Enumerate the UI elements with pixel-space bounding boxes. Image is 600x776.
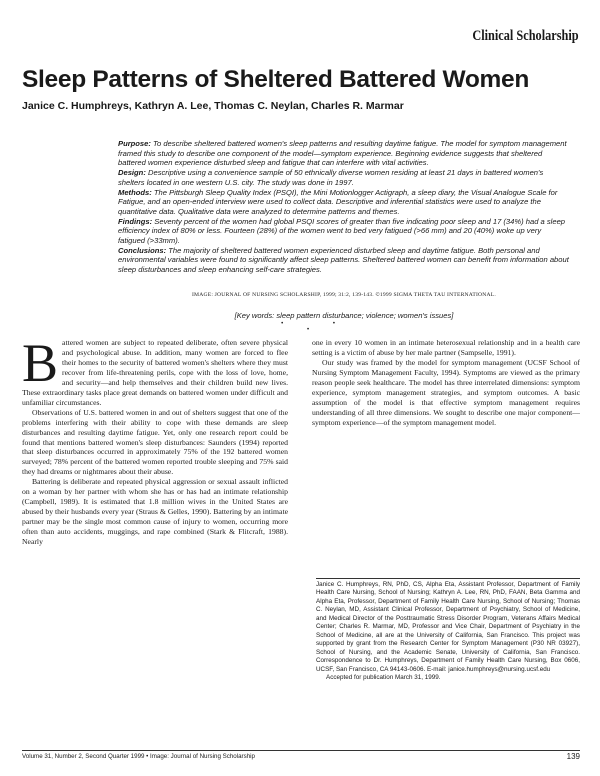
body-paragraph: one in every 10 women in an intimate heterosexual relationship and in a health care setting is a victim of abuse by her male partner (Sampselle, 1991). xyxy=(312,338,580,357)
body-paragraph: Observations of U.S. battered women in and out of shelters suggest that one of the problems interfering with their ability to cope with these demands are sleep disturbances and resulting daytime fatigue. Yet, only one research report could be found that mentions battered women's sleep disturbances: Saunders (1994) reported that sleep disturbances occurred in approximately 75% of the 192 battered women surveyed; 78% percent of the battered women reported trouble sleeping and 75% said they had dreams or nightmares about their abuse. xyxy=(22,407,288,477)
abstract xyxy=(118,139,570,275)
page-number: 139 xyxy=(566,752,580,761)
body-paragraph xyxy=(22,333,288,408)
design-text: Descriptive using a convenience sample of 50 ethnically diverse women residing at least 21 days in battered women's shelters located in one western U.S. city. The study was done in 1997. xyxy=(118,168,544,187)
design-label: Design: xyxy=(118,168,146,178)
author-affiliations xyxy=(316,578,580,682)
section-label: Clinical Scholarship xyxy=(472,28,579,44)
paragraph-text: attered women are subject to repeated deliberate, often severe physical and psychological abuse. In addition, many women are forced to flee their homes to the security of battered women's shelters where they must recover from life-threatening perils, cope with the loss of love, home, and security—and help themselves and their children build new lives. These extraordinary tasks place great demands on battered women under difficult and unfamiliar circumstances. xyxy=(22,338,288,407)
methods-text: The Pittsburgh Sleep Quality Index (PSQI), the Mini Motionlogger Actigraph, a sleep diary, the Visual Analogue Scale for Fatigue, and an open-ended interview were used to collect data. Descriptive and inferential statistics were used to analyze the quantitative data. Qualitative data were analyzed to determine patterns and themes. xyxy=(118,187,558,216)
body-column-left xyxy=(22,333,288,547)
abstract-purpose xyxy=(118,139,570,168)
findings-label: Findings: xyxy=(118,216,153,226)
abstract-conclusions xyxy=(118,246,570,275)
abstract-design xyxy=(118,168,570,187)
purpose-text: To describe sheltered battered women's sleep patterns and resulting daytime fatigue. The model for symptom management framed this study to describe one component of the model—symptom experience. Beginning evidence suggests that sheltered battered women experience disturbed sleep and fatigue that can interfere with vital activities. xyxy=(118,139,567,168)
body-column-right xyxy=(312,338,580,428)
keywords: [Key words: sleep pattern disturbance; violence; women's issues] xyxy=(234,311,454,320)
conclusions-text: The majority of sheltered battered women experienced disturbed sleep and daytime fatigue. Both personal and environmental variables were found to significantly affect sleep patterns. Sheltered battered women can benefit from information about sleep disturbances and sleep enhancing self-care strategies. xyxy=(118,245,569,275)
journal-citation: IMAGE: JOURNAL OF NURSING SCHOLARSHIP, 1999; 31:2, 139-143. ©1999 SIGMA THETA TAU INTERNATIONAL. xyxy=(191,292,496,298)
author-list: Janice C. Humphreys, Kathryn A. Lee, Thomas C. Neylan, Charles R. Marmar xyxy=(22,100,404,112)
purpose-label: Purpose: xyxy=(118,139,151,148)
article-title: Sleep Patterns of Sheltered Battered Women xyxy=(22,66,530,93)
conclusions-label: Conclusions: xyxy=(118,245,167,255)
footer-journal-info: Volume 31, Number 2, Second Quarter 1999 • Image: Journal of Nursing Scholarship xyxy=(22,753,255,760)
footer-rule xyxy=(22,750,580,751)
methods-label: Methods: xyxy=(118,187,152,197)
section-divider: • • • xyxy=(281,321,359,333)
accepted-date: Accepted for publication March 31, 1999. xyxy=(326,673,441,681)
affiliation-text: Janice C. Humphreys, RN, PhD, CS, Alpha Eta, Assistant Professor, Department of Family Health Care Nursing, School of Nursing; Kathryn A. Lee, RN, PhD, FAAN, Beta Gamma and Alpha Eta, Professor, Department of Family Health Care Nursing, School of Nursing; Thomas C. Neylan, MD, Assistant Clinical Professor, Department of Psychiatry, School of Medicine, and Medical Director of the Posttraumatic Stress Disorder Program, Veterans Affairs Medical Center; Charles R. Marmar, MD, Professor and Vice Chair, Department of Psychiatry in the School of Medicine, all are at the University of California, San Francisco. This project was supported by grant from the Research Center for Symptom Management (P30 NR 03927), School of Nursing, and the Academic Senate, University of California, San Francisco. Correspondence to Dr. Humphreys, Department of Family Health Care Nursing, Box 0606, UCSF, San Francisco, CA 94143-0606. E-mail: janice.humphreys@nursing.ucsf.edu xyxy=(316,581,580,673)
abstract-findings xyxy=(118,217,570,246)
drop-cap: B xyxy=(22,333,59,393)
abstract-methods xyxy=(118,188,570,217)
findings-text: Seventy percent of the women had global PSQI scores of greater than five indicating poor sleep and 17 (34%) had a sleep efficiency index of 80% or less. Fourteen (28%) of the women went to bed very fatigued (>66 mm) and 20 (40%) woke up very fatigued (>33mm). xyxy=(118,216,566,246)
body-paragraph: Our study was framed by the model for symptom management (UCSF School of Nursing Symptom Management Faculty, 1994). Symptoms are viewed as the primary reason people seek healthcare. The model has three interrelated dimensions: symptom experience, symptom management strategies, and symptom outcomes. A basic assumption of the model is that effective symptom management requires understanding of all three dimensions. We sought to describe one major component—symptom experience—of the symptom management model. xyxy=(312,357,580,427)
body-paragraph: Battering is deliberate and repeated physical aggression or sexual assault inflicted on a woman by her partner with whom she has or has had an intimate relationship (Campbell, 1989). It is estimated that 1.8 million wives in the United States are abused by their husbands every year (Straus & Gelles, 1990). Battering by an intimate partner may be the single most common cause of injury to women, occurring more often than auto accidents, muggings, and rape combined (Stark & Flitcraft, 1988). Nearly xyxy=(22,477,288,547)
